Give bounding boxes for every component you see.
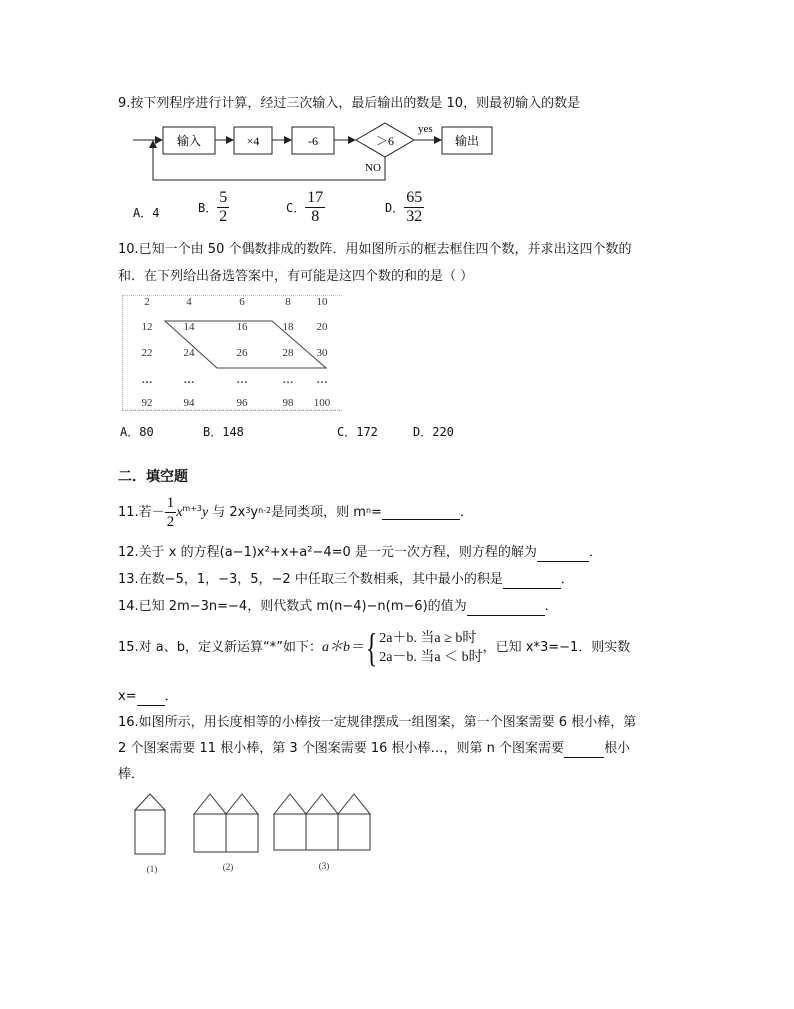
q15-line2: x= ． <box>118 689 178 704</box>
grid-cell: 10 <box>316 296 328 308</box>
q10-stem-line1: 10.已知一个由 50 个偶数排成的数阵．用如图所示的框去框住四个数，并求出这四个数的 <box>118 242 632 257</box>
brace-icon: { <box>365 625 378 670</box>
input-box-label: 输入 <box>176 134 202 148</box>
grid-cell: … <box>316 374 328 386</box>
figure-2 <box>194 794 258 852</box>
grid-cell: 14 <box>183 321 195 333</box>
grid-cell: … <box>282 374 294 386</box>
q10-grid-figure <box>122 292 344 414</box>
grid-cell: 100 <box>313 397 331 409</box>
q16-line3: 棒． <box>118 767 145 782</box>
grid-cell: 22 <box>141 347 153 359</box>
grid-cell: 94 <box>183 397 195 409</box>
q10-option-b: B．148 <box>203 425 244 439</box>
compare-label: ＞6 <box>375 134 395 148</box>
section-title: 二．填空题 <box>118 469 188 485</box>
grid-cell: 98 <box>282 397 294 409</box>
grid-cell: 96 <box>236 397 248 409</box>
q16-line2: 2 个图案需要 11 根小棒，第 3 个图案需要 16 根小棒…，则第 n 个图案需要 根小 <box>118 741 631 756</box>
no-label: NO <box>365 162 381 174</box>
q9-flowchart <box>125 118 505 186</box>
grid-cell: 28 <box>282 347 294 359</box>
q16-answer-blank[interactable] <box>564 743 604 758</box>
q10-option-c: C．172 <box>337 425 378 439</box>
figure-1 <box>135 794 165 854</box>
q14: 14.已知 2m−3n=−4，则代数式 m(n−4)−n(m−6)的值为 ． <box>118 599 558 614</box>
grid-cell: … <box>141 374 153 386</box>
q13-answer-blank[interactable] <box>503 574 561 589</box>
q11-answer-blank[interactable] <box>382 505 460 520</box>
grid-cell: 4 <box>186 296 192 308</box>
grid-cell: 8 <box>285 296 291 308</box>
q15: 15.对 a、b，定义新运算“*”如下： a＊b＝ { 2a＋b. 当a ≥ b时 2a－b. 当a ＜ b时 ，已知 x*3=−1．则实数 <box>118 625 631 670</box>
q16-house-figures <box>128 790 378 880</box>
q14-answer-blank[interactable] <box>467 601 545 616</box>
q16-line1: 16.如图所示，用长度相等的小棒按一定规律摆成一组图案，第一个图案需要 6 根小棒，第 <box>118 715 637 730</box>
q11: 11.若－ $\frac{1}{2}$ x $^{m+3}$ y 与 2x 3 y n-2 是同类项，则 m n = ． <box>118 495 473 530</box>
caption-1: (1) <box>146 864 158 874</box>
subtract-box-label: -6 <box>308 134 318 148</box>
q10-stem-line2: 和．在下列给出备选答案中，有可能是这四个数的和的是（ ） <box>118 269 474 284</box>
q9-option-d: D． $\frac{65}{32}$ <box>385 189 423 225</box>
grid-cell: … <box>236 374 248 386</box>
multiply-box-label: ×4 <box>246 134 260 148</box>
q9-option-b: B． $\frac{5}{2}$ <box>198 189 228 225</box>
q12-answer-blank[interactable] <box>537 547 589 562</box>
grid-cell: 18 <box>282 321 294 333</box>
grid-cell: 6 <box>239 296 245 308</box>
grid-cell: 24 <box>183 347 195 359</box>
grid-cell: 30 <box>316 347 328 359</box>
q15-answer-blank[interactable] <box>137 691 165 706</box>
grid-cell: 92 <box>141 397 153 409</box>
grid-cell: 26 <box>236 347 248 359</box>
grid-cell: … <box>183 374 195 386</box>
grid-cell: 20 <box>316 321 328 333</box>
output-box-label: 输出 <box>454 134 480 148</box>
q13: 13.在数−5，1，−3，5，−2 中任取三个数相乘，其中最小的积是 ． <box>118 572 574 587</box>
q9-option-a: A．4 <box>133 206 160 220</box>
grid-cell: 2 <box>144 296 150 308</box>
grid-cell: 12 <box>141 321 153 333</box>
caption-3: (3) <box>318 861 330 871</box>
q10-option-d: D．220 <box>413 425 454 439</box>
q9-option-c: C． $\frac{17}{8}$ <box>286 189 324 225</box>
caption-2: (2) <box>222 862 234 872</box>
q10-option-a: A．80 <box>120 425 154 439</box>
q12: 12.关于 x 的方程(a−1)x²+x+a²−4=0 是一元一次方程，则方程的解为 ． <box>118 545 602 560</box>
figure-3 <box>274 794 370 850</box>
yes-label: yes <box>418 123 433 135</box>
grid-cell: 16 <box>236 321 248 333</box>
q9-stem: 9.按下列程序进行计算，经过三次输入，最后输出的数是 10，则最初输入的数是 <box>118 96 581 111</box>
